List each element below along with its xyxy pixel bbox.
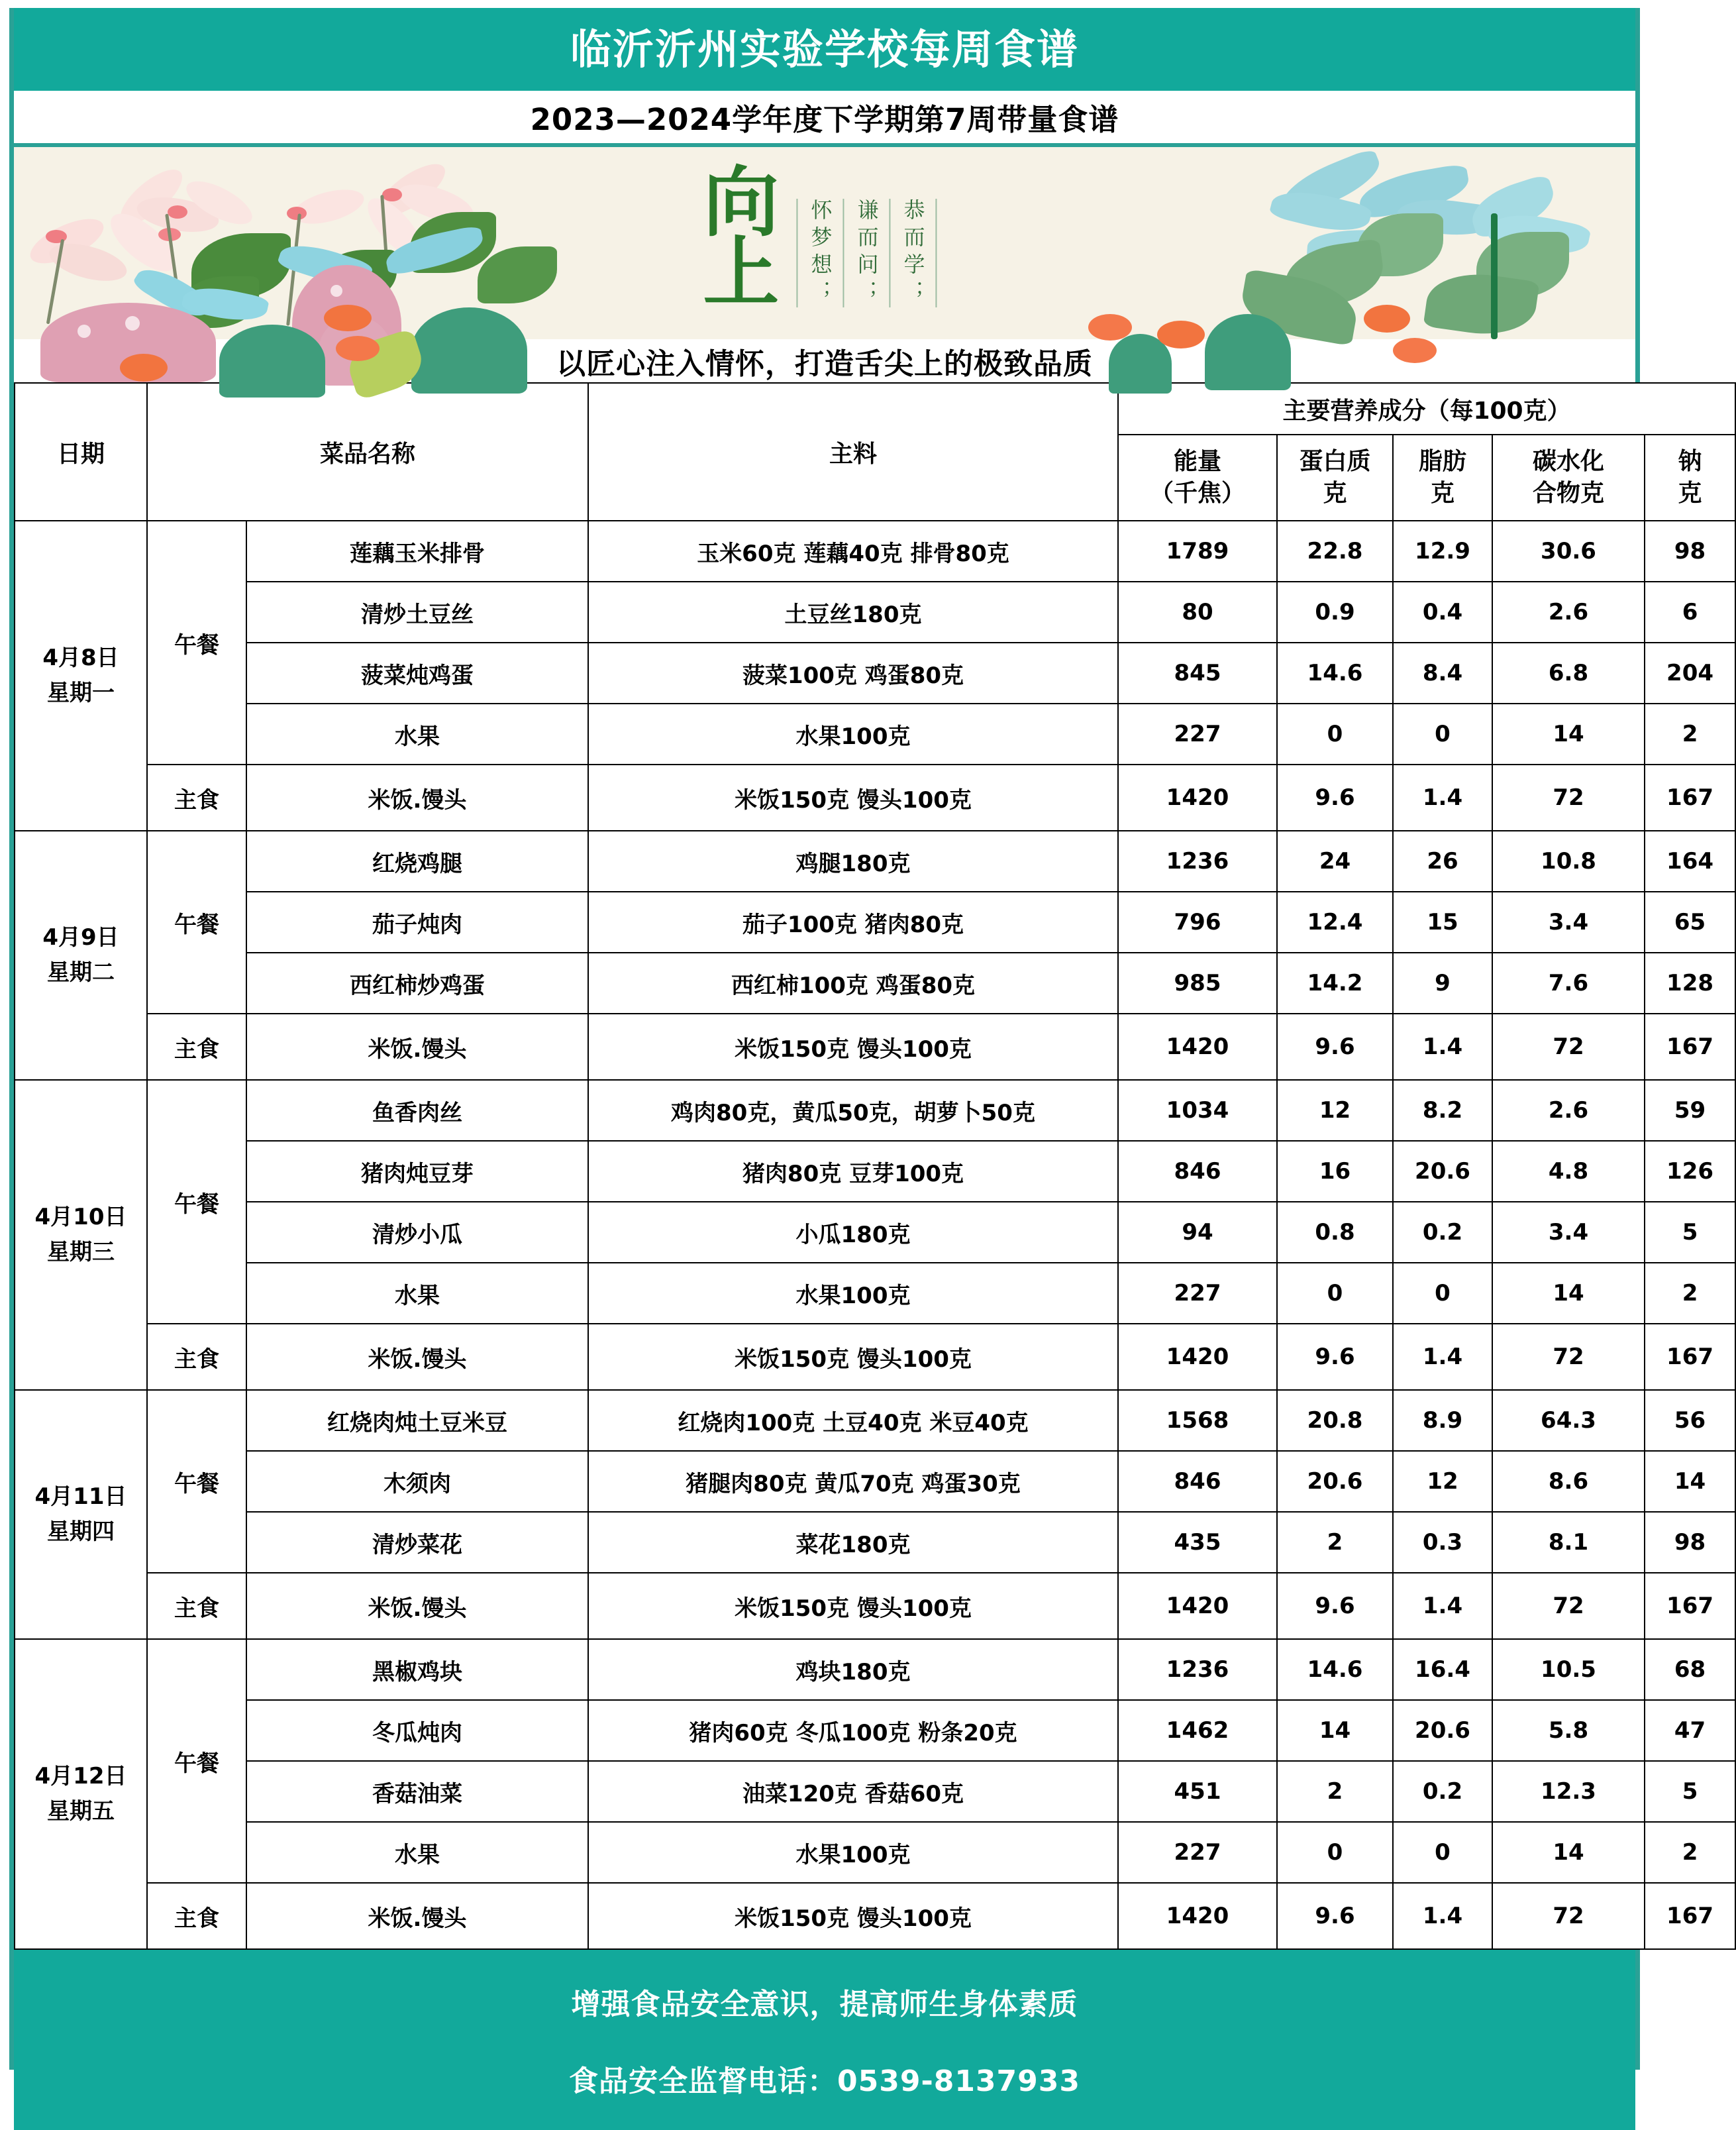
cell-date-line1: 4月9日 bbox=[42, 924, 119, 951]
banner-logo-art bbox=[703, 158, 937, 317]
cell-date-line2: 星期五 bbox=[47, 1798, 115, 1825]
cell-carb: 14 bbox=[1492, 704, 1645, 765]
cell-fat: 12 bbox=[1393, 1451, 1492, 1512]
col-header-energy bbox=[1118, 435, 1277, 521]
cell-meal-type-staple: 主食 bbox=[147, 1324, 246, 1390]
cell-protein: 2 bbox=[1277, 1761, 1393, 1822]
cell-fat: 0.3 bbox=[1393, 1512, 1492, 1573]
logo-xiangshang bbox=[703, 158, 780, 317]
cell-main-ingredient: 鸡腿180克 bbox=[588, 831, 1118, 892]
col-header-nutrition-group: 主要营养成分（每100克） bbox=[1118, 383, 1735, 435]
cell-dish-name: 黑椒鸡块 bbox=[246, 1639, 588, 1700]
cell-sodium: 167 bbox=[1645, 1014, 1735, 1080]
footer-line-1: 增强食品安全意识，提高师生身体素质 bbox=[571, 1988, 1078, 2021]
table-row bbox=[15, 1390, 1735, 1451]
col-header-dish-name: 菜品名称 bbox=[147, 383, 588, 521]
cell-sodium: 167 bbox=[1645, 1324, 1735, 1390]
cell-carb: 10.8 bbox=[1492, 831, 1645, 892]
col-header-protein bbox=[1277, 435, 1393, 521]
page-subtitle: 2023—2024学年度下学期第7周带量食谱 bbox=[530, 102, 1119, 137]
cell-carb: 14 bbox=[1492, 1822, 1645, 1883]
subtitle-band bbox=[14, 91, 1635, 147]
table-row bbox=[15, 582, 1735, 643]
cell-dish-name: 水果 bbox=[246, 704, 588, 765]
menu-table bbox=[14, 382, 1736, 1950]
cell-carb: 64.3 bbox=[1492, 1390, 1645, 1451]
table-row bbox=[15, 1512, 1735, 1573]
table-row bbox=[15, 1080, 1735, 1141]
cell-fat: 12.9 bbox=[1393, 521, 1492, 582]
cell-fat: 0.2 bbox=[1393, 1761, 1492, 1822]
cell-fat: 0.2 bbox=[1393, 1202, 1492, 1263]
cell-protein: 0.9 bbox=[1277, 582, 1393, 643]
cell-date bbox=[15, 521, 147, 831]
cell-meal-type-lunch: 午餐 bbox=[147, 1639, 246, 1883]
cell-fat: 1.4 bbox=[1393, 1573, 1492, 1639]
cell-main-ingredient: 水果100克 bbox=[588, 704, 1118, 765]
cell-energy: 1236 bbox=[1118, 1639, 1277, 1700]
cell-main-ingredient: 米饭150克 馒头100克 bbox=[588, 765, 1118, 831]
cell-fat: 20.6 bbox=[1393, 1141, 1492, 1202]
table-row bbox=[15, 1014, 1735, 1080]
cell-dish-name: 红烧肉炖土豆米豆 bbox=[246, 1390, 588, 1451]
cell-fat: 26 bbox=[1393, 831, 1492, 892]
cell-dish-name: 水果 bbox=[246, 1822, 588, 1883]
cell-main-ingredient: 水果100克 bbox=[588, 1263, 1118, 1324]
cell-protein: 20.8 bbox=[1277, 1390, 1393, 1451]
cell-dish-name: 米饭.馒头 bbox=[246, 765, 588, 831]
vertical-motto-1: 恭而学； bbox=[889, 199, 937, 307]
logo-char-1: 向 bbox=[703, 158, 780, 247]
cell-fat: 16.4 bbox=[1393, 1639, 1492, 1700]
cell-carb: 8.1 bbox=[1492, 1512, 1645, 1573]
table-row bbox=[15, 1324, 1735, 1390]
cell-energy: 227 bbox=[1118, 704, 1277, 765]
cell-dish-name: 米饭.馒头 bbox=[246, 1014, 588, 1080]
table-row bbox=[15, 1451, 1735, 1512]
cell-fat: 8.2 bbox=[1393, 1080, 1492, 1141]
cell-energy: 1236 bbox=[1118, 831, 1277, 892]
cell-main-ingredient: 红烧肉100克 土豆40克 米豆40克 bbox=[588, 1390, 1118, 1451]
cell-main-ingredient: 水果100克 bbox=[588, 1822, 1118, 1883]
cell-date bbox=[15, 1390, 147, 1639]
cell-meal-type-staple: 主食 bbox=[147, 1014, 246, 1080]
cell-protein: 12.4 bbox=[1277, 892, 1393, 953]
cell-fat: 1.4 bbox=[1393, 1014, 1492, 1080]
cell-sodium: 164 bbox=[1645, 831, 1735, 892]
cell-sodium: 5 bbox=[1645, 1761, 1735, 1822]
col-header-carb bbox=[1492, 435, 1645, 521]
cell-dish-name: 米饭.馒头 bbox=[246, 1573, 588, 1639]
cell-main-ingredient: 鸡块180克 bbox=[588, 1639, 1118, 1700]
cell-fat: 1.4 bbox=[1393, 1883, 1492, 1949]
cell-date-line1: 4月10日 bbox=[34, 1204, 127, 1231]
table-row bbox=[15, 1639, 1735, 1700]
cell-dish-name: 清炒菜花 bbox=[246, 1512, 588, 1573]
cell-energy: 985 bbox=[1118, 953, 1277, 1014]
quality-motto: 以匠心注入情怀，打造舌尖上的极致品质 bbox=[556, 346, 1093, 381]
cell-protein: 24 bbox=[1277, 831, 1393, 892]
cell-sodium: 126 bbox=[1645, 1141, 1735, 1202]
col-header-energy-line2: （千焦） bbox=[1149, 480, 1245, 507]
cell-fat: 20.6 bbox=[1393, 1700, 1492, 1761]
cell-protein: 12 bbox=[1277, 1080, 1393, 1141]
title-band bbox=[14, 8, 1635, 91]
cell-main-ingredient: 小瓜180克 bbox=[588, 1202, 1118, 1263]
cell-date-line2: 星期三 bbox=[47, 1239, 115, 1265]
table-row bbox=[15, 1263, 1735, 1324]
col-header-protein-line2: 克 bbox=[1323, 480, 1347, 507]
cell-carb: 6.8 bbox=[1492, 643, 1645, 704]
cell-carb: 5.8 bbox=[1492, 1700, 1645, 1761]
cell-meal-type-staple: 主食 bbox=[147, 765, 246, 831]
table-row bbox=[15, 643, 1735, 704]
table-row bbox=[15, 831, 1735, 892]
cell-sodium: 6 bbox=[1645, 582, 1735, 643]
col-header-fat-line2: 克 bbox=[1430, 480, 1455, 507]
cell-carb: 72 bbox=[1492, 765, 1645, 831]
cell-fat: 0 bbox=[1393, 1822, 1492, 1883]
cell-energy: 1420 bbox=[1118, 1324, 1277, 1390]
cell-dish-name: 冬瓜炖肉 bbox=[246, 1700, 588, 1761]
cell-protein: 0 bbox=[1277, 1822, 1393, 1883]
cell-dish-name: 莲藕玉米排骨 bbox=[246, 521, 588, 582]
cell-energy: 846 bbox=[1118, 1141, 1277, 1202]
cell-sodium: 65 bbox=[1645, 892, 1735, 953]
cell-sodium: 2 bbox=[1645, 1822, 1735, 1883]
cell-energy: 94 bbox=[1118, 1202, 1277, 1263]
cell-main-ingredient: 米饭150克 馒头100克 bbox=[588, 1883, 1118, 1949]
cell-carb: 4.8 bbox=[1492, 1141, 1645, 1202]
cell-sodium: 167 bbox=[1645, 1883, 1735, 1949]
cell-energy: 227 bbox=[1118, 1822, 1277, 1883]
cell-dish-name: 米饭.馒头 bbox=[246, 1883, 588, 1949]
vertical-mottos bbox=[796, 199, 937, 307]
cell-main-ingredient: 菠菜100克 鸡蛋80克 bbox=[588, 643, 1118, 704]
cell-meal-type-lunch: 午餐 bbox=[147, 831, 246, 1014]
cell-dish-name: 菠菜炖鸡蛋 bbox=[246, 643, 588, 704]
cell-protein: 14 bbox=[1277, 1700, 1393, 1761]
cell-meal-type-lunch: 午餐 bbox=[147, 1390, 246, 1573]
cell-main-ingredient: 土豆丝180克 bbox=[588, 582, 1118, 643]
cell-main-ingredient: 猪肉80克 豆芽100克 bbox=[588, 1141, 1118, 1202]
cell-sodium: 98 bbox=[1645, 521, 1735, 582]
table-row bbox=[15, 1573, 1735, 1639]
cell-date-line2: 星期一 bbox=[47, 680, 115, 706]
table-row bbox=[15, 1883, 1735, 1949]
cell-sodium: 14 bbox=[1645, 1451, 1735, 1512]
col-header-sodium-line1: 钠 bbox=[1678, 448, 1702, 476]
cell-energy: 1034 bbox=[1118, 1080, 1277, 1141]
cell-energy: 1568 bbox=[1118, 1390, 1277, 1451]
cell-main-ingredient: 猪肉60克 冬瓜100克 粉条20克 bbox=[588, 1700, 1118, 1761]
table-row bbox=[15, 704, 1735, 765]
table-head bbox=[15, 383, 1735, 521]
cell-fat: 9 bbox=[1393, 953, 1492, 1014]
cell-dish-name: 水果 bbox=[246, 1263, 588, 1324]
cell-dish-name: 茄子炖肉 bbox=[246, 892, 588, 953]
cell-protein: 0 bbox=[1277, 1263, 1393, 1324]
col-header-sodium-line2: 克 bbox=[1678, 480, 1702, 507]
cell-fat: 8.4 bbox=[1393, 643, 1492, 704]
cell-dish-name: 香菇油菜 bbox=[246, 1761, 588, 1822]
cell-meal-type-lunch: 午餐 bbox=[147, 521, 246, 765]
cell-protein: 14.2 bbox=[1277, 953, 1393, 1014]
cell-carb: 72 bbox=[1492, 1573, 1645, 1639]
col-header-carb-line2: 合物克 bbox=[1532, 480, 1604, 507]
footer-band bbox=[14, 1950, 1635, 2130]
footer-line-2: 食品安全监督电话：0539-8137933 bbox=[568, 2064, 1081, 2098]
cell-date bbox=[15, 1080, 147, 1390]
cell-energy: 80 bbox=[1118, 582, 1277, 643]
cell-meal-type-staple: 主食 bbox=[147, 1883, 246, 1949]
cell-dish-name: 西红柿炒鸡蛋 bbox=[246, 953, 588, 1014]
cell-date bbox=[15, 831, 147, 1080]
cell-sodium: 167 bbox=[1645, 1573, 1735, 1639]
cell-protein: 14.6 bbox=[1277, 1639, 1393, 1700]
table-row bbox=[15, 1202, 1735, 1263]
cell-carb: 10.5 bbox=[1492, 1639, 1645, 1700]
col-header-protein-line1: 蛋白质 bbox=[1299, 448, 1371, 476]
cell-meal-type-lunch: 午餐 bbox=[147, 1080, 246, 1324]
decorative-banner bbox=[14, 147, 1635, 339]
cell-energy: 451 bbox=[1118, 1761, 1277, 1822]
cell-date-line1: 4月11日 bbox=[34, 1483, 127, 1511]
cell-energy: 1420 bbox=[1118, 1883, 1277, 1949]
cell-sodium: 47 bbox=[1645, 1700, 1735, 1761]
col-header-fat bbox=[1393, 435, 1492, 521]
cell-carb: 3.4 bbox=[1492, 1202, 1645, 1263]
table-row bbox=[15, 1822, 1735, 1883]
cell-dish-name: 红烧鸡腿 bbox=[246, 831, 588, 892]
cell-date-line1: 4月8日 bbox=[42, 645, 119, 672]
cell-fat: 15 bbox=[1393, 892, 1492, 953]
cell-sodium: 167 bbox=[1645, 765, 1735, 831]
cell-protein: 9.6 bbox=[1277, 1324, 1393, 1390]
table-row bbox=[15, 1141, 1735, 1202]
cell-fat: 0.4 bbox=[1393, 582, 1492, 643]
cell-carb: 72 bbox=[1492, 1014, 1645, 1080]
cell-sodium: 59 bbox=[1645, 1080, 1735, 1141]
cell-main-ingredient: 米饭150克 馒头100克 bbox=[588, 1014, 1118, 1080]
cell-protein: 9.6 bbox=[1277, 1014, 1393, 1080]
cell-dish-name: 鱼香肉丝 bbox=[246, 1080, 588, 1141]
logo-char-2: 上 bbox=[703, 228, 780, 317]
poster-frame bbox=[9, 8, 1714, 2098]
cell-date-line2: 星期二 bbox=[47, 959, 115, 986]
cell-protein: 20.6 bbox=[1277, 1451, 1393, 1512]
table-body bbox=[15, 521, 1735, 1949]
col-header-sodium bbox=[1645, 435, 1735, 521]
cell-protein: 2 bbox=[1277, 1512, 1393, 1573]
cell-main-ingredient: 茄子100克 猪肉80克 bbox=[588, 892, 1118, 953]
cell-protein: 9.6 bbox=[1277, 1883, 1393, 1949]
cell-energy: 435 bbox=[1118, 1512, 1277, 1573]
cell-energy: 227 bbox=[1118, 1263, 1277, 1324]
cell-energy: 1420 bbox=[1118, 765, 1277, 831]
cell-protein: 0.8 bbox=[1277, 1202, 1393, 1263]
cell-protein: 22.8 bbox=[1277, 521, 1393, 582]
cell-sodium: 56 bbox=[1645, 1390, 1735, 1451]
cell-protein: 9.6 bbox=[1277, 1573, 1393, 1639]
col-header-fat-line1: 脂肪 bbox=[1418, 448, 1466, 476]
table-row bbox=[15, 1761, 1735, 1822]
cell-carb: 8.6 bbox=[1492, 1451, 1645, 1512]
cell-carb: 30.6 bbox=[1492, 521, 1645, 582]
cell-main-ingredient: 猪腿肉80克 黄瓜70克 鸡蛋30克 bbox=[588, 1451, 1118, 1512]
cell-energy: 846 bbox=[1118, 1451, 1277, 1512]
cell-fat: 0 bbox=[1393, 1263, 1492, 1324]
cell-main-ingredient: 鸡肉80克，黄瓜50克，胡萝卜50克 bbox=[588, 1080, 1118, 1141]
cell-carb: 14 bbox=[1492, 1263, 1645, 1324]
cell-protein: 14.6 bbox=[1277, 643, 1393, 704]
cell-fat: 8.9 bbox=[1393, 1390, 1492, 1451]
cell-sodium: 2 bbox=[1645, 1263, 1735, 1324]
cell-sodium: 68 bbox=[1645, 1639, 1735, 1700]
cell-main-ingredient: 玉米60克 莲藕40克 排骨80克 bbox=[588, 521, 1118, 582]
cell-carb: 72 bbox=[1492, 1324, 1645, 1390]
cell-energy: 1462 bbox=[1118, 1700, 1277, 1761]
cell-dish-name: 木须肉 bbox=[246, 1451, 588, 1512]
cell-energy: 1789 bbox=[1118, 521, 1277, 582]
table-row bbox=[15, 521, 1735, 582]
cell-main-ingredient: 米饭150克 馒头100克 bbox=[588, 1324, 1118, 1390]
vertical-motto-3: 怀梦想； bbox=[796, 199, 842, 307]
cell-date-line1: 4月12日 bbox=[34, 1763, 127, 1790]
cell-protein: 16 bbox=[1277, 1141, 1393, 1202]
table-row bbox=[15, 765, 1735, 831]
col-header-energy-line1: 能量 bbox=[1173, 448, 1221, 476]
cell-carb: 2.6 bbox=[1492, 582, 1645, 643]
cell-fat: 1.4 bbox=[1393, 1324, 1492, 1390]
cell-sodium: 204 bbox=[1645, 643, 1735, 704]
cell-carb: 72 bbox=[1492, 1883, 1645, 1949]
table-row bbox=[15, 1700, 1735, 1761]
cell-main-ingredient: 菜花180克 bbox=[588, 1512, 1118, 1573]
vertical-motto-2: 谦而问； bbox=[842, 199, 889, 307]
cell-sodium: 98 bbox=[1645, 1512, 1735, 1573]
cell-sodium: 128 bbox=[1645, 953, 1735, 1014]
cell-energy: 1420 bbox=[1118, 1014, 1277, 1080]
col-header-carb-line1: 碳水化 bbox=[1532, 448, 1604, 476]
cell-dish-name: 猪肉炖豆芽 bbox=[246, 1141, 588, 1202]
cell-fat: 1.4 bbox=[1393, 765, 1492, 831]
cell-main-ingredient: 西红柿100克 鸡蛋80克 bbox=[588, 953, 1118, 1014]
cell-main-ingredient: 米饭150克 馒头100克 bbox=[588, 1573, 1118, 1639]
cell-energy: 796 bbox=[1118, 892, 1277, 953]
col-header-date: 日期 bbox=[15, 383, 147, 521]
cell-dish-name: 清炒土豆丝 bbox=[246, 582, 588, 643]
cell-protein: 0 bbox=[1277, 704, 1393, 765]
cell-carb: 2.6 bbox=[1492, 1080, 1645, 1141]
cell-dish-name: 米饭.馒头 bbox=[246, 1324, 588, 1390]
table-row bbox=[15, 953, 1735, 1014]
cell-sodium: 5 bbox=[1645, 1202, 1735, 1263]
cell-dish-name: 清炒小瓜 bbox=[246, 1202, 588, 1263]
cell-sodium: 2 bbox=[1645, 704, 1735, 765]
cell-carb: 12.3 bbox=[1492, 1761, 1645, 1822]
page-title: 临沂沂州实验学校每周食谱 bbox=[570, 25, 1079, 74]
cell-date-line2: 星期四 bbox=[47, 1518, 115, 1545]
cell-energy: 1420 bbox=[1118, 1573, 1277, 1639]
col-header-main-ingredient: 主料 bbox=[588, 383, 1118, 521]
cell-energy: 845 bbox=[1118, 643, 1277, 704]
cell-date bbox=[15, 1639, 147, 1949]
cell-meal-type-staple: 主食 bbox=[147, 1573, 246, 1639]
cell-fat: 0 bbox=[1393, 704, 1492, 765]
table-row bbox=[15, 892, 1735, 953]
cell-main-ingredient: 油菜120克 香菇60克 bbox=[588, 1761, 1118, 1822]
cell-protein: 9.6 bbox=[1277, 765, 1393, 831]
cell-carb: 3.4 bbox=[1492, 892, 1645, 953]
cell-carb: 7.6 bbox=[1492, 953, 1645, 1014]
